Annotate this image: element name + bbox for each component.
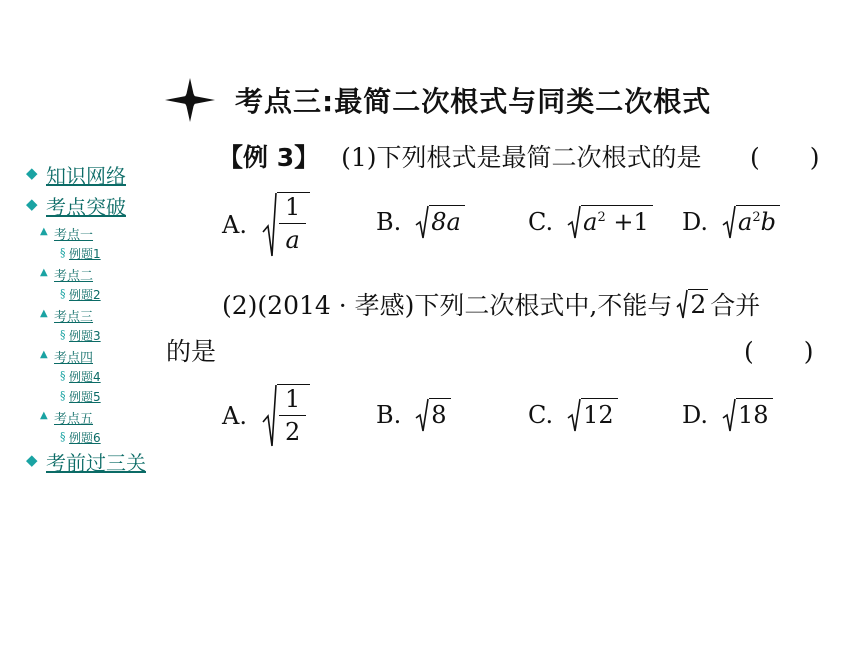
radicand: 2 [690,290,707,319]
nav-item-key-points[interactable] [26,191,156,222]
radical [676,289,708,319]
nav-link[interactable]: 例题3 [69,329,101,343]
diamond-icon: ◆ [26,195,38,213]
question-2-stem-line-2: 的是 [166,337,217,366]
radical [567,398,618,432]
option-letter: B. [376,208,402,236]
radical-sign-icon [567,205,581,239]
fraction-numerator: 1 [279,385,306,416]
option-letter: C. [528,401,554,429]
four-point-star-icon [165,78,215,122]
section-icon: § [60,246,66,259]
question-2-stem [222,286,760,322]
exponent: 2 [752,210,761,225]
radical-sign-icon [261,384,277,448]
radical-sign-icon [722,205,736,239]
diamond-icon: ◆ [26,164,38,182]
nav-item-knowledge-network[interactable] [26,160,156,191]
radicand-rest: b [760,208,776,236]
question-text: (2)(2014 · 孝感)下列二次根式中,不能与 [222,291,673,320]
option-letter: B. [376,401,402,429]
radicand: 18 [736,398,773,432]
radicand [581,205,653,239]
option-letter: D. [682,401,709,429]
radicand-base: a [583,208,598,236]
radicand-rest: +1 [605,208,649,236]
nav-item-point-1[interactable] [26,222,156,243]
nav-item-final-review[interactable] [26,447,156,478]
radical [261,384,310,448]
nav-link[interactable]: 考点三 [54,310,94,325]
triangle-icon: ▲ [40,410,48,421]
nav-link[interactable]: 例题1 [69,247,101,261]
question-1-stem [218,138,701,174]
q1-option-c [528,205,653,239]
fraction [279,193,306,252]
q1-option-a [222,192,310,258]
q2-option-c [528,398,618,432]
fraction-denominator: 2 [284,418,301,446]
radicand [736,205,780,239]
fraction [279,385,306,444]
section-icon: § [60,369,66,382]
q2-option-a [222,384,310,448]
question-text: 合并 [710,291,761,320]
nav-link[interactable]: 例题6 [69,431,101,445]
option-letter: C. [528,208,554,236]
nav-link[interactable]: 考前过三关 [46,451,146,475]
nav-link[interactable]: 例题5 [69,390,101,404]
radical [722,398,773,432]
answer-blank: ( ) [750,143,820,172]
radical-sign-icon [567,398,581,432]
question-text: (1)下列根式是最简二次根式的是 [341,143,702,172]
radicand: 8a [429,205,465,239]
radical [567,205,653,239]
q2-option-d [682,398,773,432]
nav-item-point-3[interactable] [26,304,156,325]
nav-item-example-2[interactable] [26,284,156,304]
radical-sign-icon [722,398,736,432]
radical [722,205,780,239]
radical [415,398,450,432]
option-letter: A. [222,211,247,239]
nav-item-point-2[interactable] [26,263,156,284]
nav-link[interactable]: 知识网络 [46,164,126,188]
nav-item-point-5[interactable] [26,406,156,427]
radical-sign-icon [261,192,277,258]
section-icon: § [60,328,66,341]
option-letter: A. [222,402,247,430]
q1-option-b [376,205,465,239]
section-icon: § [60,389,66,402]
section-icon: § [60,287,66,300]
radical-sign-icon [676,289,688,319]
triangle-icon: ▲ [40,349,48,360]
radicand: 12 [581,398,618,432]
fraction-numerator: 1 [279,193,306,224]
exponent: 2 [597,210,606,225]
nav-link[interactable]: 考点二 [54,269,94,284]
q2-option-b [376,398,451,432]
triangle-icon: ▲ [40,267,48,278]
section-title: 考点三:最简二次根式与同类二次根式 [235,85,712,118]
nav-link[interactable]: 考点四 [54,351,94,366]
nav-item-example-1[interactable] [26,243,156,263]
radical [415,205,465,239]
nav-item-example-4[interactable] [26,366,156,386]
nav-item-example-5[interactable] [26,386,156,406]
nav-link[interactable]: 考点一 [54,228,94,243]
nav-link[interactable]: 例题2 [69,288,101,302]
option-letter: D. [682,208,709,236]
section-icon: § [60,430,66,443]
nav-link[interactable]: 考点突破 [46,195,126,219]
nav-item-point-4[interactable] [26,345,156,366]
diamond-icon: ◆ [26,451,38,469]
q1-option-d [682,205,780,239]
radical [261,192,310,258]
nav-link[interactable]: 考点五 [54,412,94,427]
radicand-base: a [738,208,753,236]
radical-sign-icon [415,205,429,239]
fraction-denominator: a [285,226,300,254]
nav-item-example-3[interactable] [26,325,156,345]
nav-sidebar [26,160,156,478]
radical-sign-icon [415,398,429,432]
triangle-icon: ▲ [40,308,48,319]
radicand: 8 [429,398,450,432]
triangle-icon: ▲ [40,226,48,237]
nav-link[interactable]: 例题4 [69,370,101,384]
nav-item-example-6[interactable] [26,427,156,447]
example-tag: 【例 3】 [218,143,320,172]
answer-blank: ( ) [744,337,814,366]
